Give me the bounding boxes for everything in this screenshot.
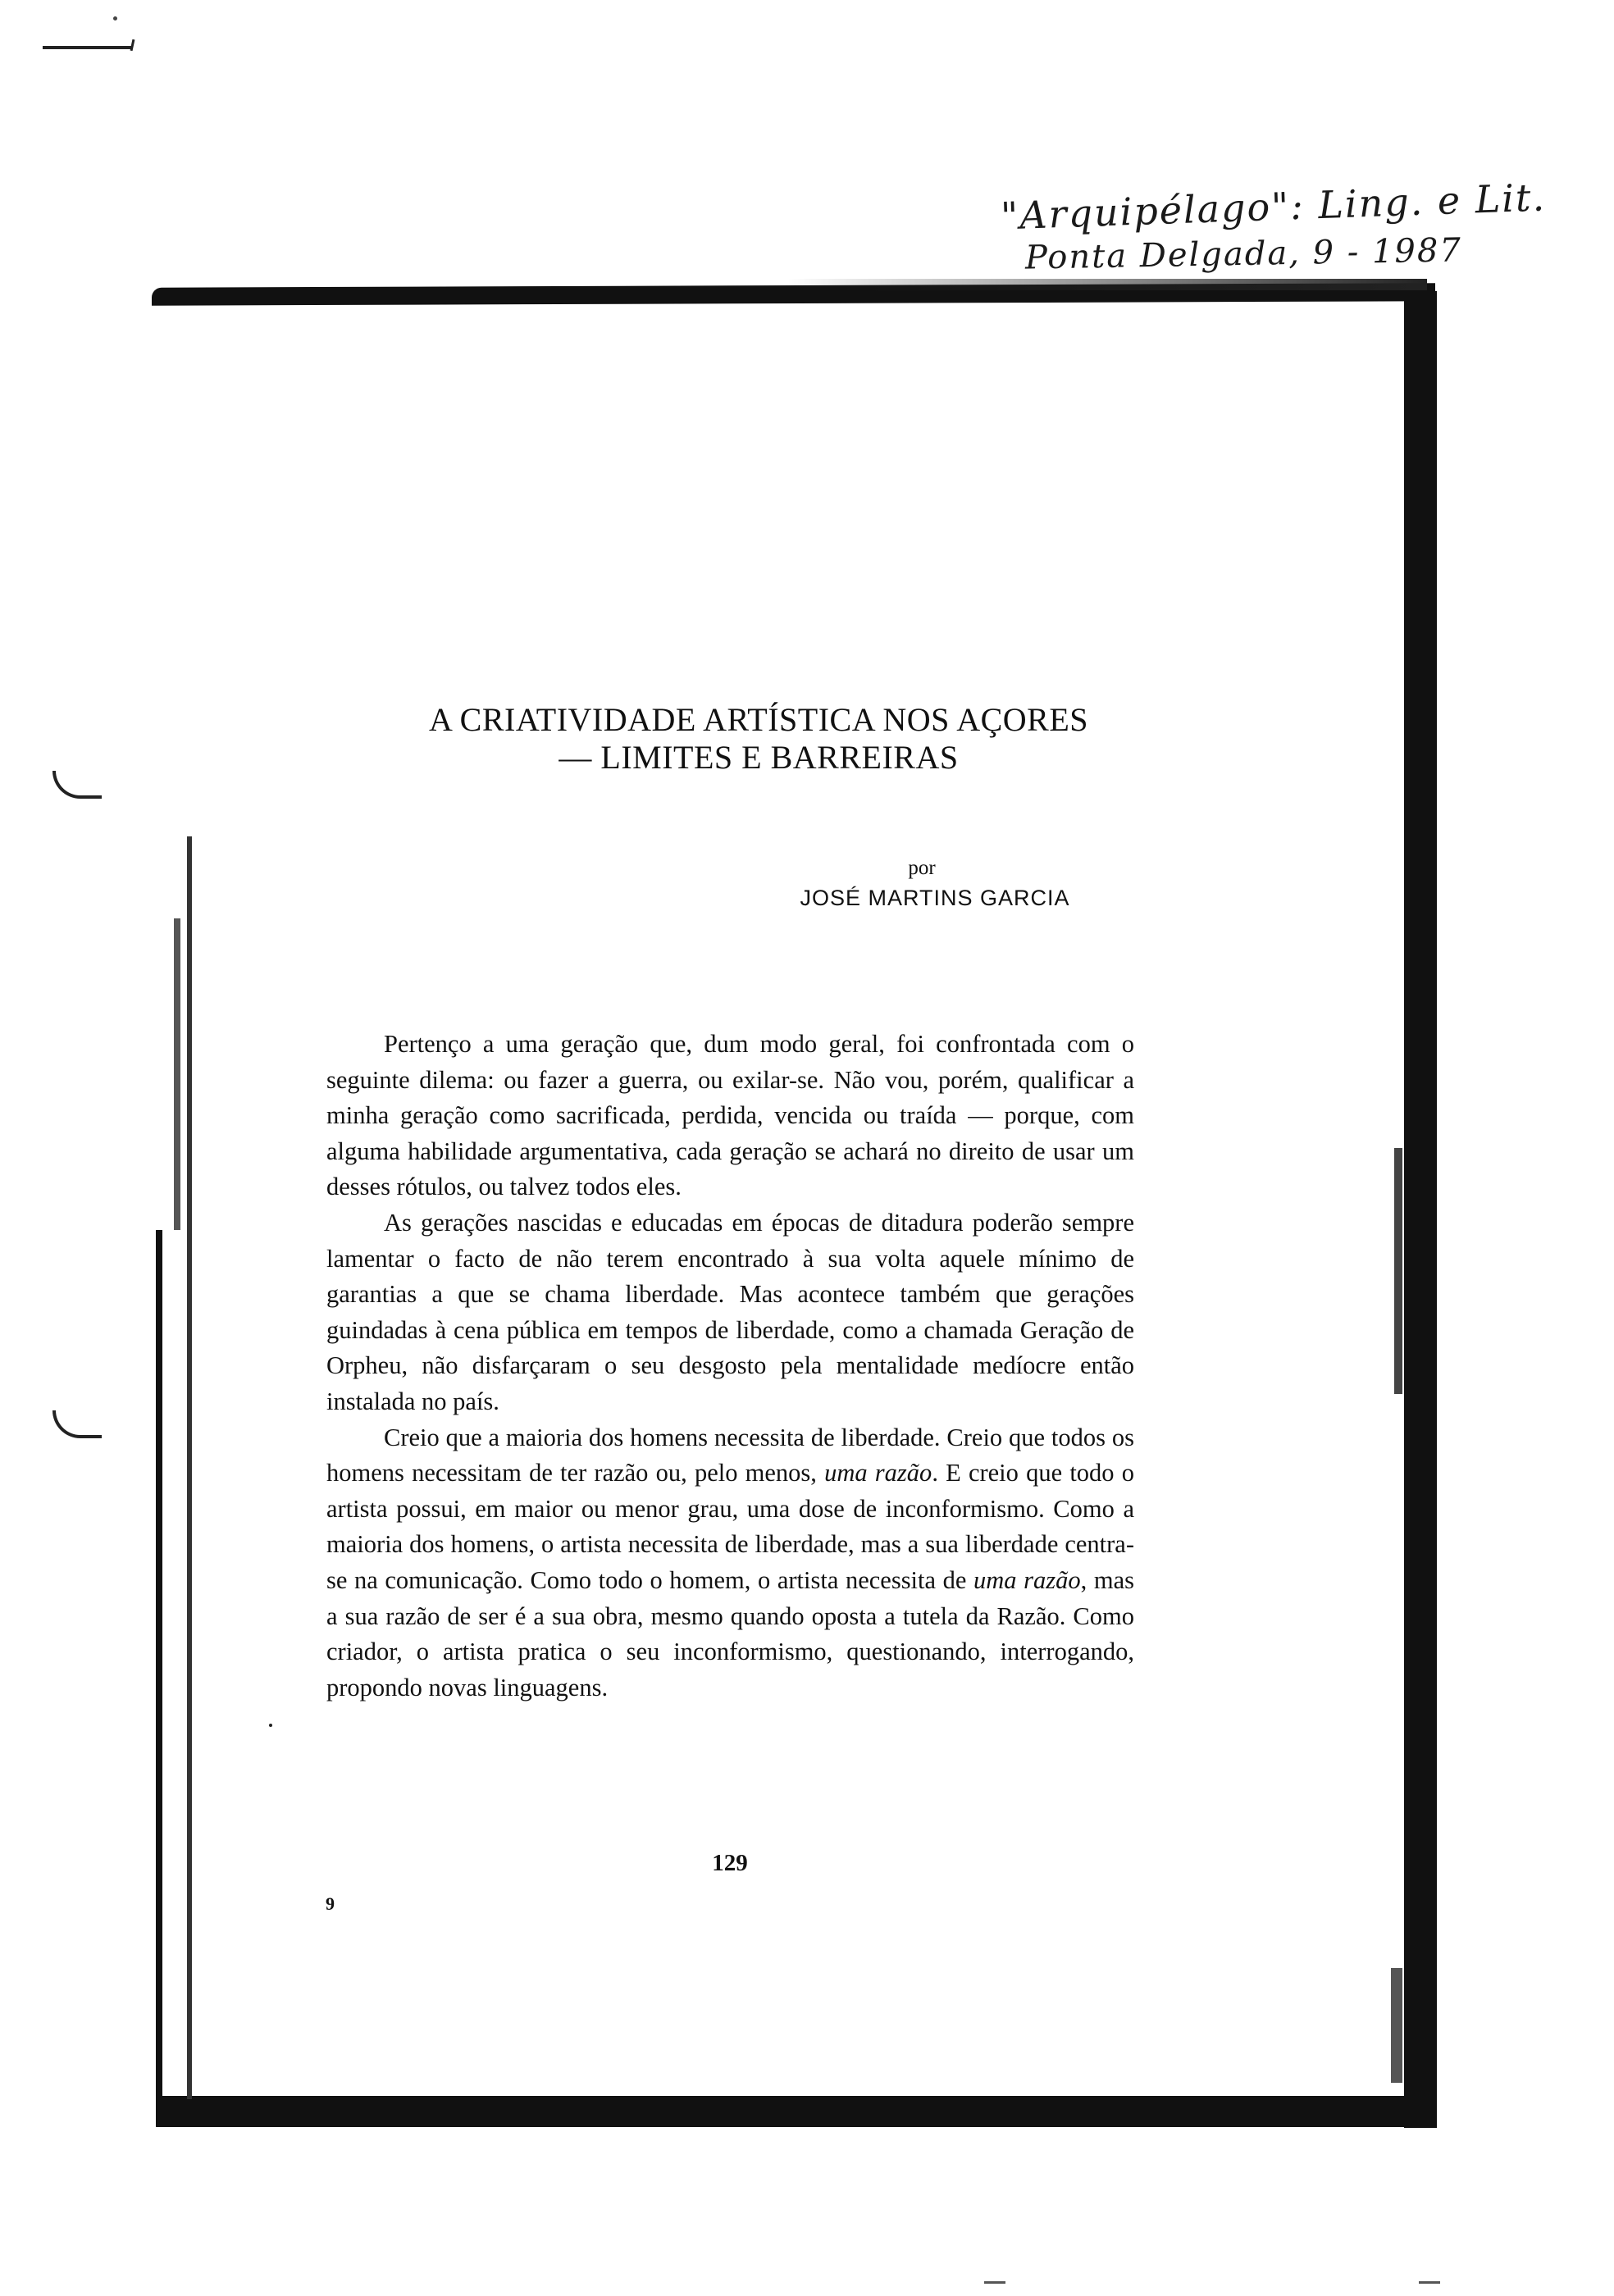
page-edge-shadow (187, 836, 192, 2099)
crop-mark-tick (130, 39, 135, 51)
handwritten-line-1: "Arquipélago": Ling. e Lit. (1000, 175, 1547, 239)
margin-dot (269, 1724, 272, 1727)
scan-dash (1419, 2281, 1440, 2284)
crop-mark (43, 46, 133, 49)
page-border-left (156, 1230, 162, 2124)
scan-noise (1391, 1968, 1402, 2083)
scan-noise (174, 918, 180, 1230)
paragraph-2: As gerações nascidas e educadas em épocas de ditadura poderão sempre lamentar o facto de não terem encontrado à sua volta aquele mínimo de garantias a que se chama liberdade. Mas acontece também que gerações guindadas à cena pública em tempos de liberdade, como a chamada Geração de Orpheu, não disfarçaram o seu desgosto pela mentalidade medíocre então instalada no país. (326, 1208, 1134, 1415)
scan-dash (984, 2281, 1005, 2284)
page-border-top-shadow (787, 279, 1427, 290)
title-line-2: — LIMITES E BARREIRAS (559, 739, 959, 776)
article-body (326, 1027, 1134, 1706)
article-title (271, 701, 1247, 777)
author-name: JOSÉ MARTINS GARCIA (800, 886, 1070, 910)
paragraph-3-part-c: , mas a sua razão de ser é a sua obra, mesmo quando oposta a tutela da Razão. Como criador, o artista pratica o seu inconformismo, questionando, interrogando, propondo novas linguagens. (326, 1565, 1134, 1702)
binding-mark-lower (52, 1410, 102, 1438)
title-line-1: A CRIATIVIDADE ARTÍSTICA NOS AÇORES (428, 701, 1089, 738)
scan-speck (113, 16, 117, 20)
paragraph-3-part-b: . E creio que todo o artista possui, em maior ou menor grau, uma dose de inconformismo. Como a maioria dos homens, o artista necessita de liberdade, mas a sua liberdade centra-se na comunicação. Como todo o homem, o artista necessita de (326, 1459, 1134, 1594)
handwritten-annotation (968, 175, 1547, 287)
paragraph-1: Pertenço a uma geração que, dum modo geral, foi confrontada com o seguinte dilema: ou fazer a guerra, ou exilar-se. Não vou, porém, qualificar a minha geração como sacrificada, perdida, vencida ou traída — porque, com alguma habilidade argumentativa, cada geração se achará no direito de usar um desses rótulos, ou talvez todos eles. (326, 1030, 1134, 1201)
paragraph-3-emphasis-2: uma razão (973, 1565, 1081, 1594)
byline-label: por (908, 857, 936, 879)
paragraph-3-emphasis-1: uma razão (824, 1459, 932, 1487)
page-border-bottom (156, 2096, 1437, 2127)
handwritten-line-2: Ponta Delgada, 9 - 1987 (1024, 231, 1463, 277)
binding-mark-upper (52, 771, 102, 799)
page-border-right (1404, 291, 1437, 2128)
scan-noise (1394, 1148, 1402, 1394)
paragraph-3 (326, 1420, 1134, 1706)
paragraph-3-part-a: Creio que a maioria dos homens necessita de liberdade. Creio que todos os homens necessitam de ter razão ou, pelo menos, (326, 1423, 1134, 1487)
signature-mark: 9 (326, 1893, 335, 1914)
page-number: 129 (712, 1850, 748, 1876)
